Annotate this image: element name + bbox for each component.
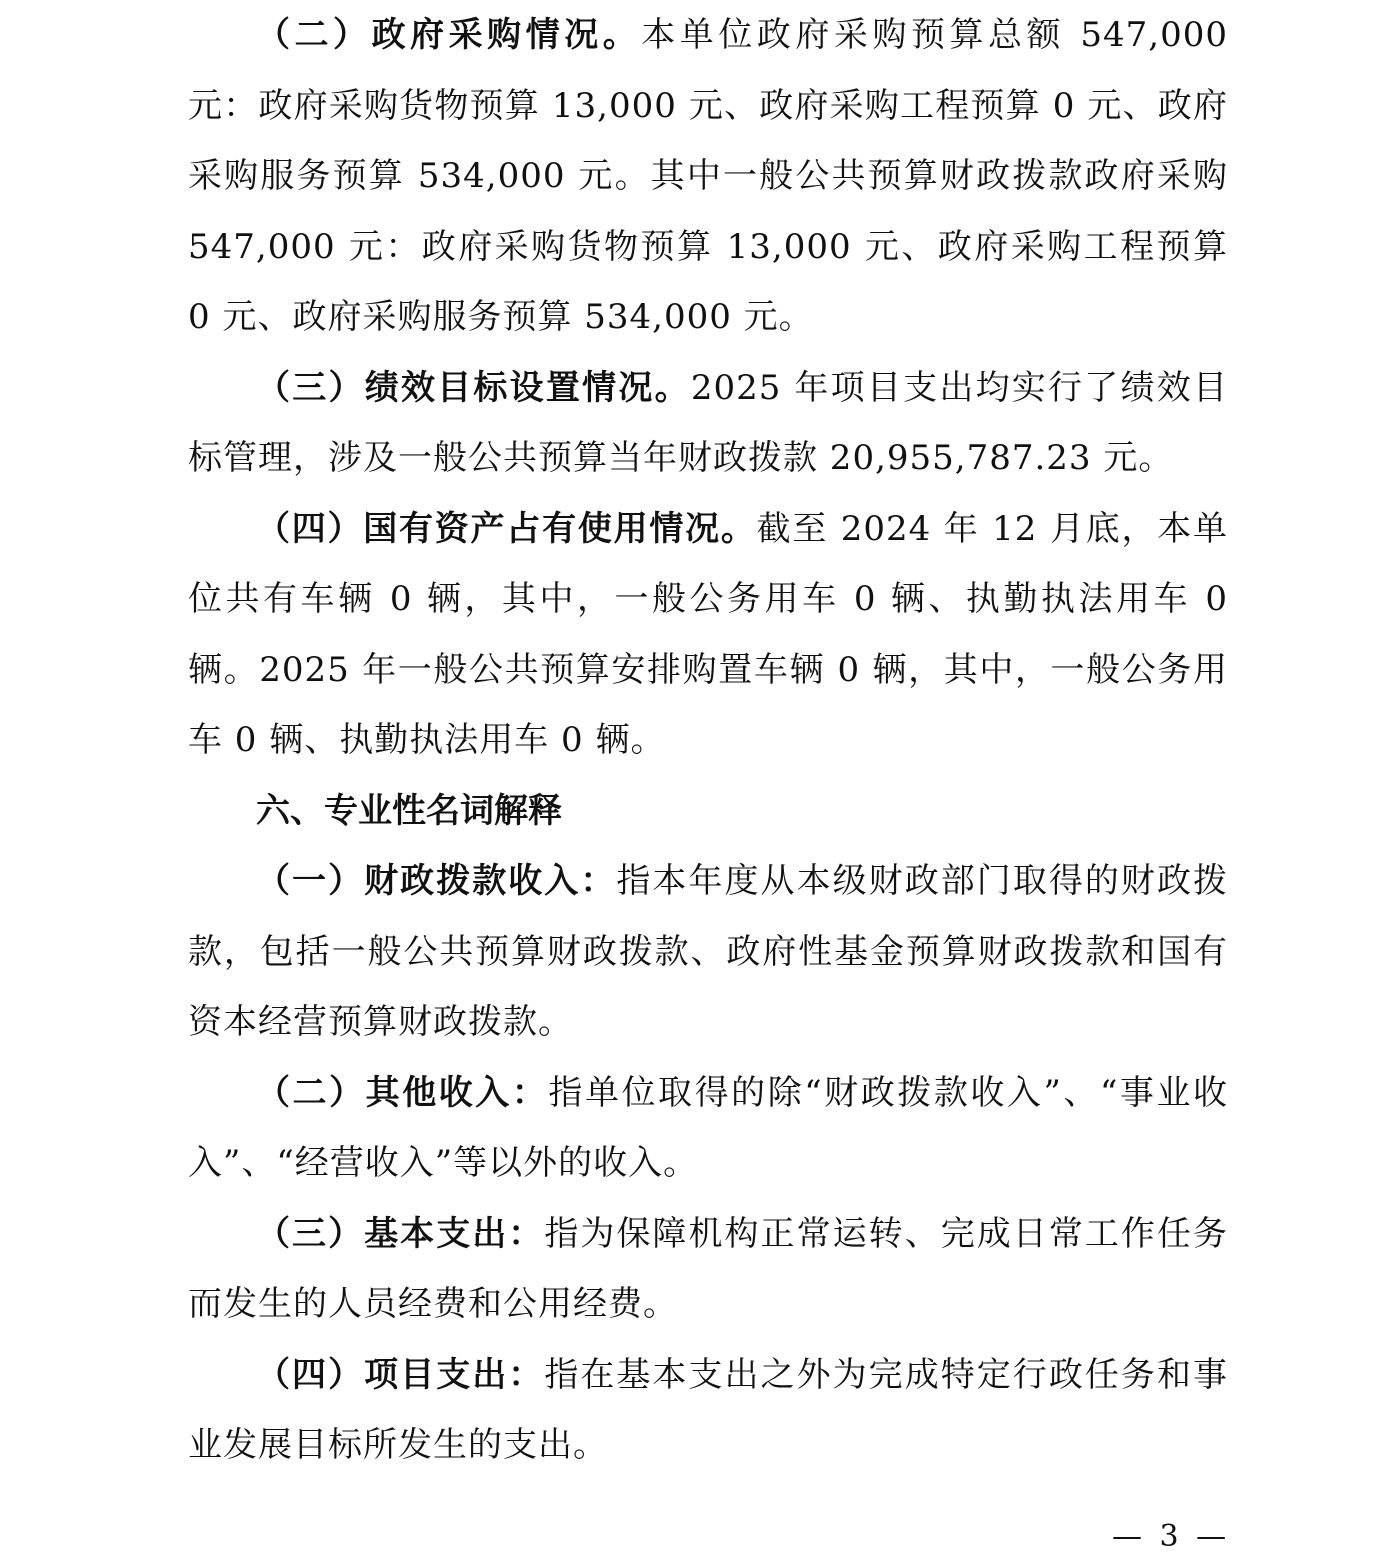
term-project-expenditure [188, 1340, 1228, 1481]
section-heading: 六、专业性名词解释 [256, 790, 562, 831]
term-lead: （二）其他收入： [256, 1072, 549, 1113]
term-lead: （三）基本支出： [256, 1213, 545, 1254]
term-basic-expenditure [188, 1199, 1228, 1340]
term-fiscal-appropriation-income [188, 846, 1228, 1058]
term-text: 指为保障机构正常运转、完成日常工作任务而发生的人员经费和公用经费。 [188, 1213, 1229, 1324]
term-text: 指本年度从本级财政部门取得的财政拨款，包括一般公共预算财政拨款、政府性基金预算财政拨款和国有资本经营预算财政拨款。 [188, 861, 1229, 1042]
paragraph-government-procurement [188, 0, 1228, 353]
paragraph-lead: （二）政府采购情况。 [256, 15, 642, 55]
document-page [188, 0, 1228, 1481]
page-number: — 3 — [1112, 1519, 1231, 1554]
paragraph-text: 2025 年项目支出均实行了绩效目标管理，涉及一般公共预算当年财政拨款 20,955,787.23 元。 [188, 367, 1228, 478]
paragraph-state-assets [188, 494, 1228, 776]
paragraph-performance-goals [188, 353, 1228, 494]
term-lead: （一）财政拨款收入： [256, 861, 617, 901]
term-other-income [188, 1058, 1228, 1199]
paragraph-text: 截至 2024 年 12 月底，本单位共有车辆 0 辆，其中，一般公务用车 0 辆、执勤执法用车 0 辆。2025 年一般公共预算安排购置车辆 0 辆，其中，一般公务用车 0 辆、执勤执法用车 0 辆。 [188, 508, 1228, 760]
term-text: 指在基本支出之外为完成特定行政任务和事业发展目标所发生的支出。 [188, 1354, 1229, 1465]
term-text: 指单位取得的除“财政拨款收入”、“事业收入”、“经营收入”等以外的收入。 [188, 1072, 1228, 1183]
paragraph-lead: （三）绩效目标设置情况。 [256, 367, 691, 408]
paragraph-lead: （四）国有资产占有使用情况。 [256, 508, 757, 549]
paragraph-text: 本单位政府采购预算总额 547,000 元：政府采购货物预算 13,000 元、政府采购工程预算 0 元、政府采购服务预算 534,000 元。其中一般公共预算财政拨款政府采购 547,000 元：政府采购货物预算 13,000 元、政府采购工程预算 0 元、政府采购服务预算 534,000 元。 [188, 15, 1229, 337]
term-lead: （四）项目支出： [256, 1354, 545, 1395]
